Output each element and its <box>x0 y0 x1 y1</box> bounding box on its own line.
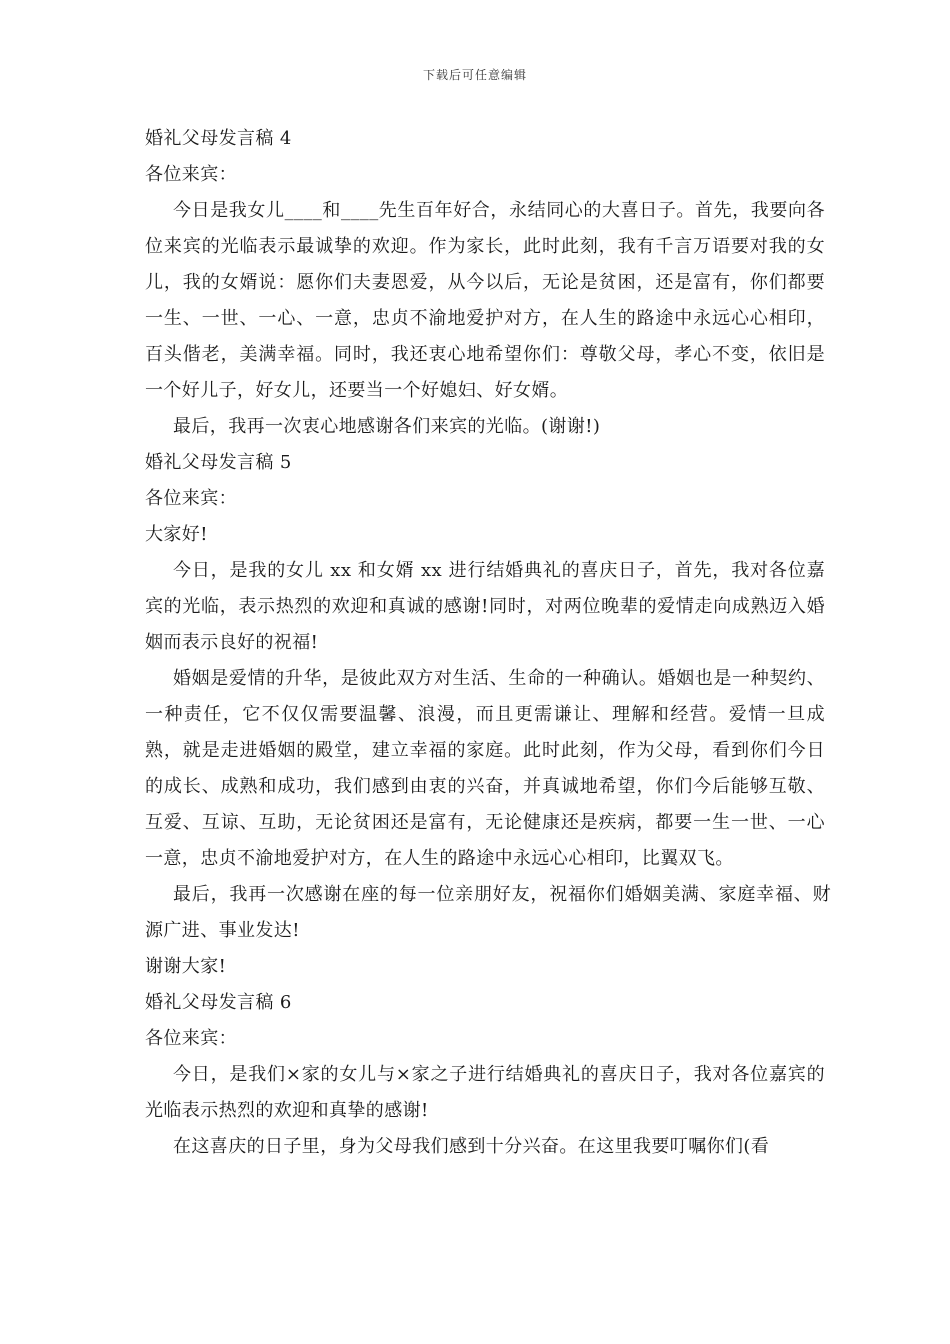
document-body <box>145 121 831 1165</box>
paragraph: 今日，是我们×家的女儿与×家之子进行结婚典礼的喜庆日子，我对各位嘉宾的光临表示热烈的欢迎和真挚的感谢! <box>145 1064 825 1121</box>
page-header: 下载后可任意编辑 <box>422 68 527 82</box>
section-title: 婚礼父母发言稿 4 <box>145 128 292 149</box>
closing: 谢谢大家! <box>145 956 227 977</box>
salutation: 各位来宾： <box>145 488 237 509</box>
paragraph: 在这喜庆的日子里，身为父母我们感到十分兴奋。在这里我要叮嘱你们(看 <box>173 1136 770 1157</box>
paragraph: 最后，我再一次感谢在座的每一位亲朋好友，祝福你们婚姻美满、家庭幸福、财源广进、事业发达! <box>145 884 831 941</box>
paragraph: 婚姻是爱情的升华，是彼此双方对生活、生命的一种确认。婚姻也是一种契约、一种责任，它不仅仅需要温馨、浪漫，而且更需谦让、理解和经营。爱情一旦成熟，就是走进婚姻的殿堂，建立幸福的家庭。此时此刻，作为父母，看到你们今日的成长、成熟和成功，我们感到由衷的兴奋，并真诚地希望，你们今后能够互敬、互爱、互谅、互助，无论贫困还是富有，无论健康还是疾病，都要一生一世、一心一意，忠贞不渝地爱护对方，在人生的路途中永远心心相印，比翼双飞。 <box>145 668 825 869</box>
salutation: 各位来宾： <box>145 164 237 185</box>
paragraph: 今日，是我的女儿 xx 和女婿 xx 进行结婚典礼的喜庆日子，首先，我对各位嘉宾的光临，表示热烈的欢迎和真诚的感谢!同时，对两位晚辈的爱情走向成熟迈入婚姻而表示良好的祝福! <box>145 560 825 653</box>
paragraph: 最后，我再一次衷心地感谢各们来宾的光临。(谢谢!) <box>173 416 601 437</box>
section-title: 婚礼父母发言稿 5 <box>145 452 292 473</box>
section-title: 婚礼父母发言稿 6 <box>145 992 292 1013</box>
salutation: 各位来宾： <box>145 1028 237 1049</box>
greeting: 大家好! <box>145 524 208 545</box>
paragraph: 今日是我女儿____和____先生百年好合，永结同心的大喜日子。首先，我要向各位来宾的光临表示最诚挚的欢迎。作为家长，此时此刻，我有千言万语要对我的女儿，我的女婿说：愿你们夫妻恩爱，从今以后，无论是贫困，还是富有，你们都要一生、一世、一心、一意，忠贞不渝地爱护对方，在人生的路途中永远心心相印，百头偕老，美满幸福。同时，我还衷心地希望你们：尊敬父母，孝心不变，依旧是一个好儿子，好女儿，还要当一个好媳妇、好女婿。 <box>145 200 825 401</box>
